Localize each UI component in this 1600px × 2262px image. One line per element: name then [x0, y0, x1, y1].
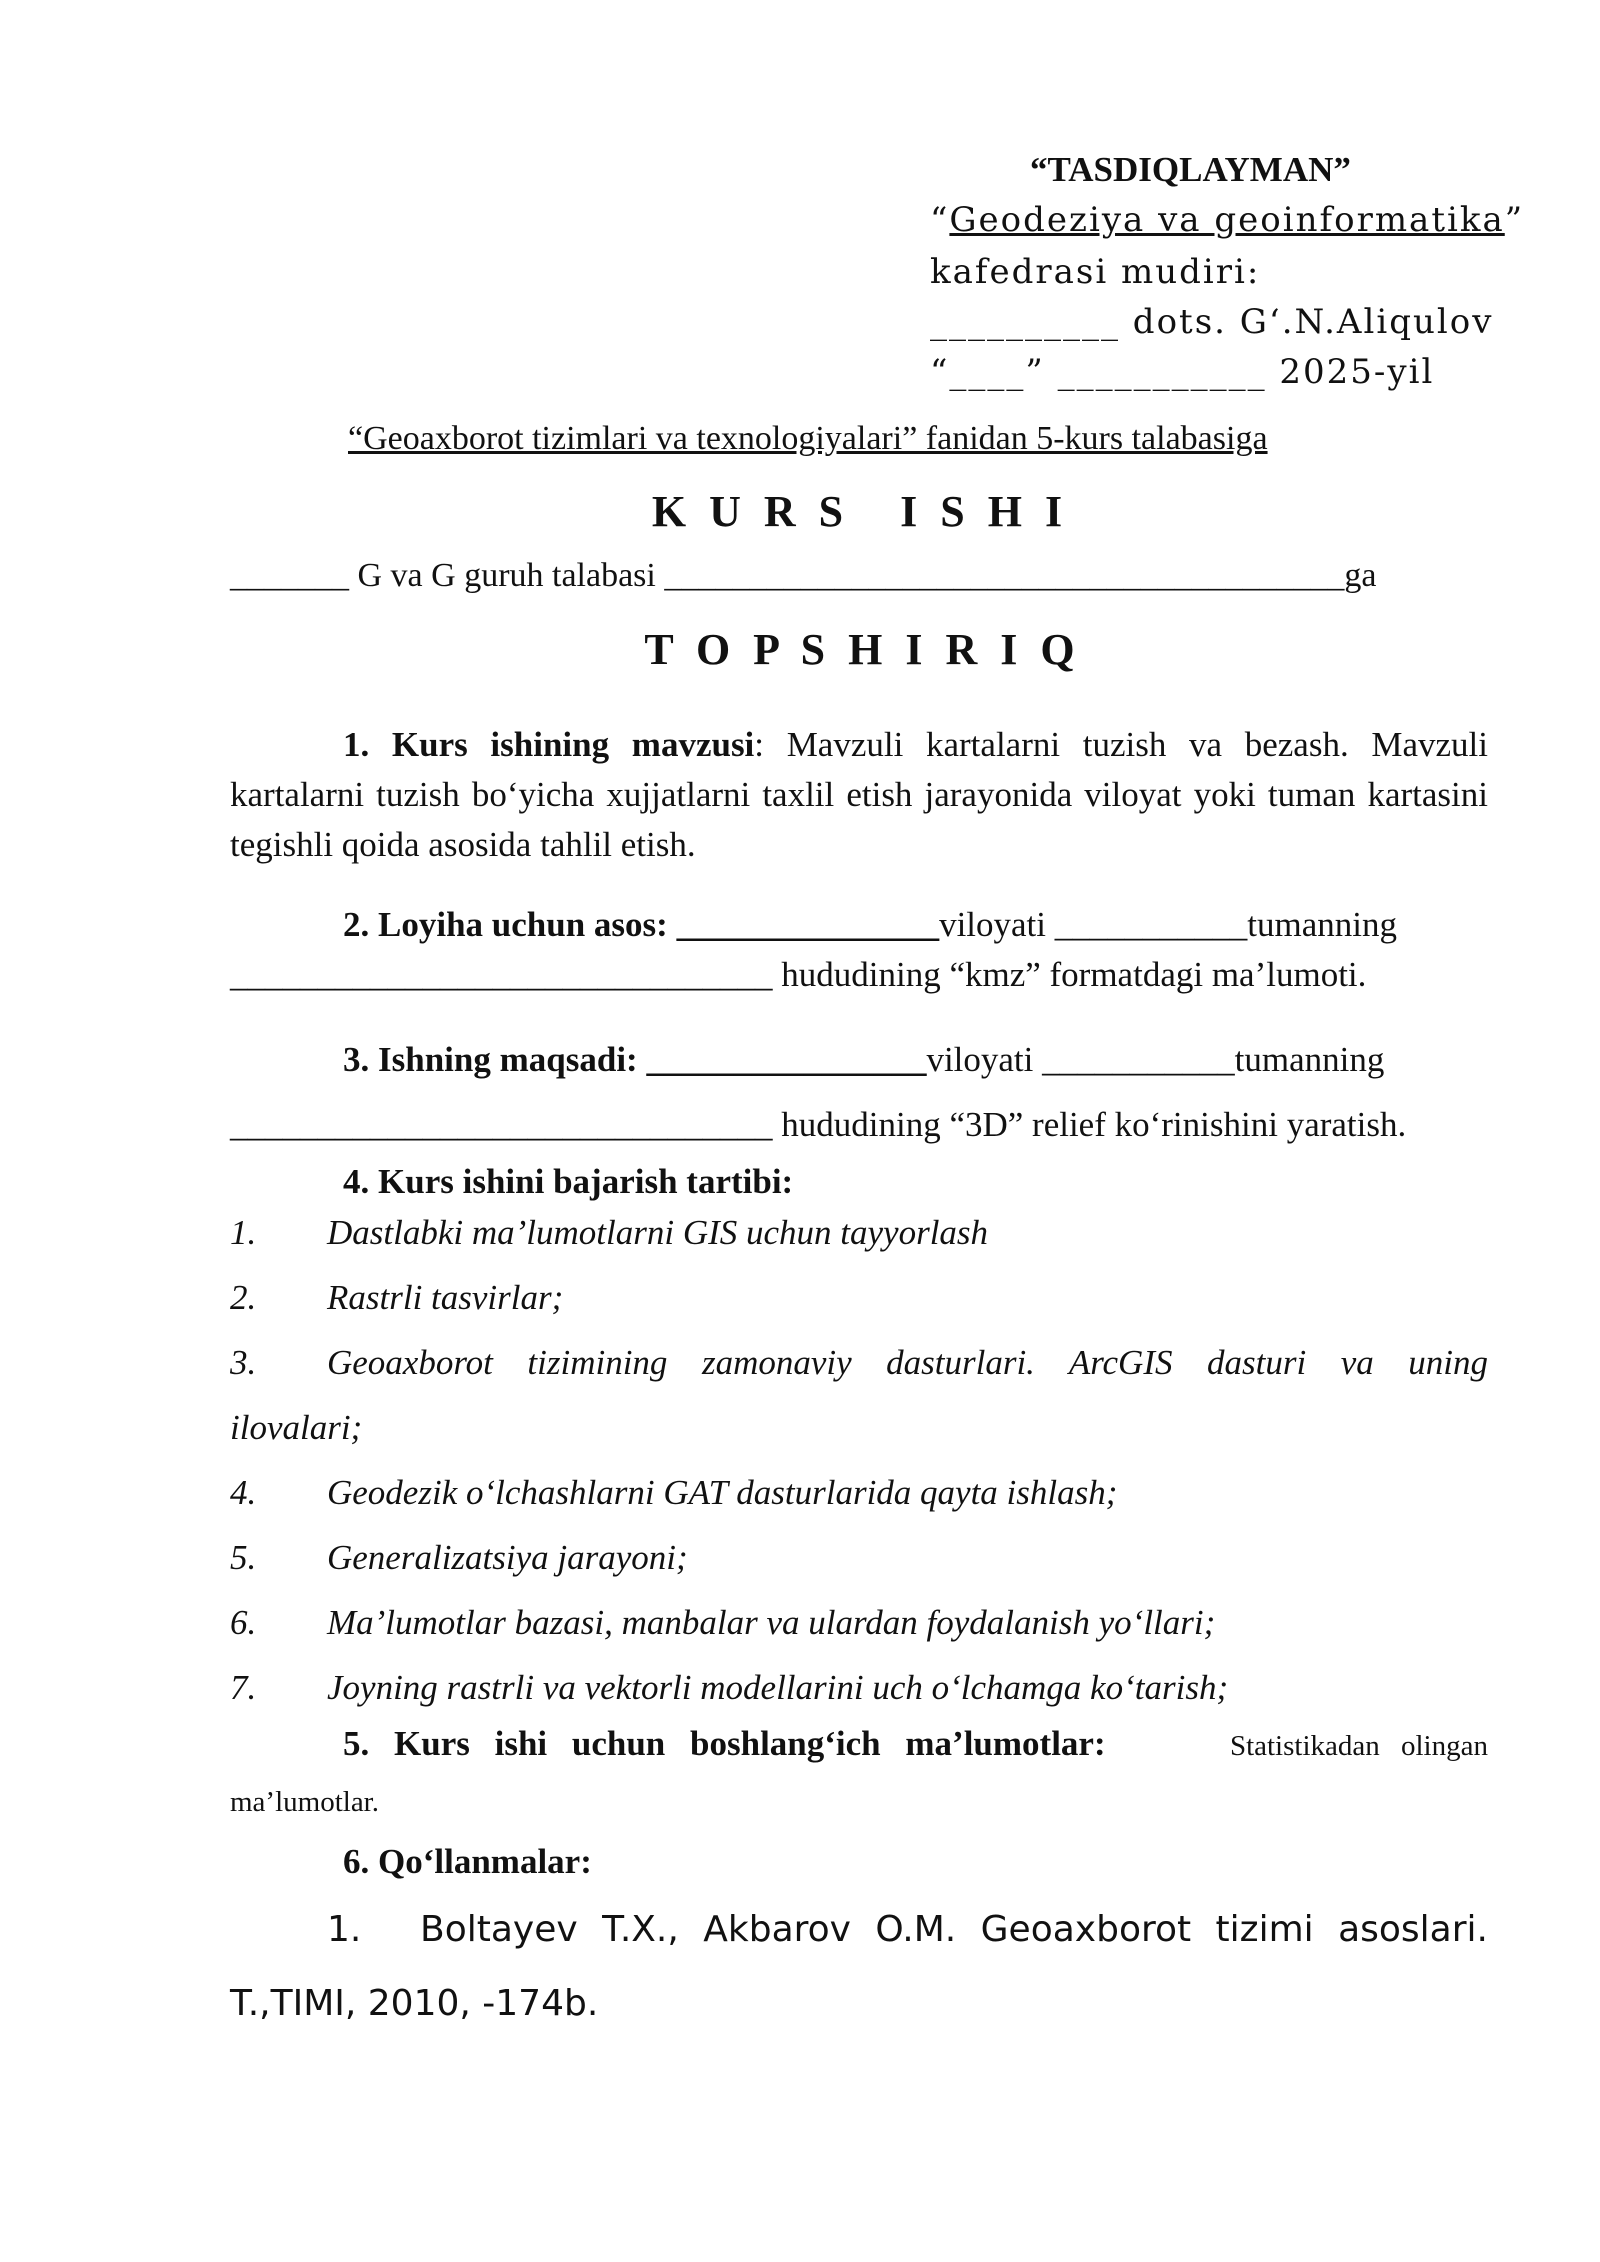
section-3-label: 3. Ishning maqsadi: ________________: [343, 1040, 927, 1079]
section-3-line-2: _______________________________ hududining “3D” relief ko‘rinishini yaratish.: [230, 1105, 1407, 1144]
section-2-label: 2. Loyiha uchun asos: _______________: [343, 905, 940, 944]
section-1-text: : Mavzuli kartalarni tuzish va bezash. Mavzuli kartalarni tuzish bo‘yicha xujjatlarni taxlil etish jarayonida viloyat yoki tuman kartasini tegishli qoida asosida tahlil etish.: [230, 725, 1488, 864]
list-item-continuation: ilovalari;: [230, 1408, 363, 1447]
section-5-continuation: ma’lumotlar.: [230, 1786, 379, 1818]
approval-position: kafedrasi mudiri:: [930, 252, 1261, 292]
list-item-number: 6.: [230, 1603, 257, 1642]
reference-text: Boltayev T.X., Akbarov O.M. Geoaxborot tizimi asoslari.: [420, 1909, 1488, 1950]
section-4-label: 4. Kurs ishini bajarish tartibi:: [343, 1162, 794, 1201]
list-item-text: [327, 1330, 1488, 1395]
list-item: [230, 1525, 1488, 1590]
signer-name: dots. G‘.N.Aliqulov: [1120, 302, 1494, 342]
list-item-number: 2.: [230, 1278, 257, 1317]
student-line-text: G va G guruh talabasi: [349, 557, 665, 594]
list-item-number: 5.: [230, 1538, 257, 1577]
section-5: [343, 1724, 1488, 1764]
section-1-label: 1. Kurs ishining mavzusi: [343, 725, 755, 764]
list-item-text: Generalizatsiya jarayoni;: [327, 1538, 688, 1577]
section-2-mid: viloyati ___________tumanning: [939, 905, 1397, 944]
list-item: [230, 1200, 1488, 1265]
approval-close-quote: ”: [1504, 200, 1525, 240]
approval-signature-line: [930, 302, 1493, 342]
student-line: [230, 557, 1376, 595]
reference-number: 1.: [327, 1909, 362, 1950]
list-item-text-line: Geoaxborot tizimining zamonaviy dasturlari. ArcGIS dasturi va uning: [327, 1343, 1488, 1382]
list-item: [230, 1330, 1488, 1460]
student-blank-2: ________________________________________: [664, 557, 1345, 594]
list-item: [230, 1460, 1488, 1525]
student-blank-1: _______: [230, 557, 349, 594]
list-item-number: 3.: [230, 1343, 257, 1382]
section-1: [230, 720, 1488, 870]
reference-1-continuation: T.,TIMI, 2010, -174b.: [230, 1983, 599, 2024]
signature-blank: __________: [930, 302, 1120, 342]
approval-department: [930, 200, 1524, 240]
list-item: [230, 1265, 1488, 1330]
list-item-number: 1.: [230, 1213, 257, 1252]
section-5-text: Statistikadan olingan: [1229, 1730, 1488, 1762]
list-item-text: Rastrli tasvirlar;: [327, 1278, 564, 1317]
reference-1: [230, 1893, 1488, 1967]
list-item: [230, 1590, 1488, 1655]
list-item-text: Joyning rastrli va vektorli modellarini uch o‘lchamga ko‘tarish;: [327, 1668, 1229, 1707]
section-6-label: 6. Qo‘llanmalar:: [343, 1842, 592, 1881]
list-item-number: 4.: [230, 1473, 257, 1512]
section-2-line-2: _______________________________ hududining “kmz” formatdagi ma’lumoti.: [230, 955, 1367, 994]
document-title: K U R S I S H I: [651, 487, 1069, 536]
list-item: [230, 1655, 1488, 1720]
list-item-text: Dastlabki ma’lumotlarni GIS uchun tayyorlash: [327, 1213, 989, 1252]
section-3: [230, 1027, 1488, 1157]
list-item-text: Geodezik o‘lchashlarni GAT dasturlarida qayta ishlash;: [327, 1473, 1118, 1512]
subject-line: “Geoaxborot tizimlari va texnologiyalari” fanidan 5-kurs talabasiga: [348, 420, 1268, 457]
list-item-number: 7.: [230, 1668, 257, 1707]
approval-open-quote: “: [930, 200, 950, 240]
list-item-text: Ma’lumotlar bazasi, manbalar va ulardan foydalanish yo‘llari;: [327, 1603, 1216, 1642]
approval-date-line: “____” ___________ 2025-yil: [930, 352, 1435, 392]
section-5-label: 5. Kurs ishi uchun boshlang‘ich ma’lumotlar:: [343, 1724, 1106, 1763]
assignment-title: T O P S H I R I Q: [644, 625, 1081, 674]
approval-department-name: Geodeziya va geoinformatika: [949, 200, 1505, 240]
student-line-suffix: ga: [1344, 557, 1377, 594]
approval-title: “TASDIQLAYMAN”: [1030, 150, 1351, 189]
section-3-mid: viloyati ___________tumanning: [926, 1040, 1385, 1079]
section-2: [230, 900, 1488, 1000]
